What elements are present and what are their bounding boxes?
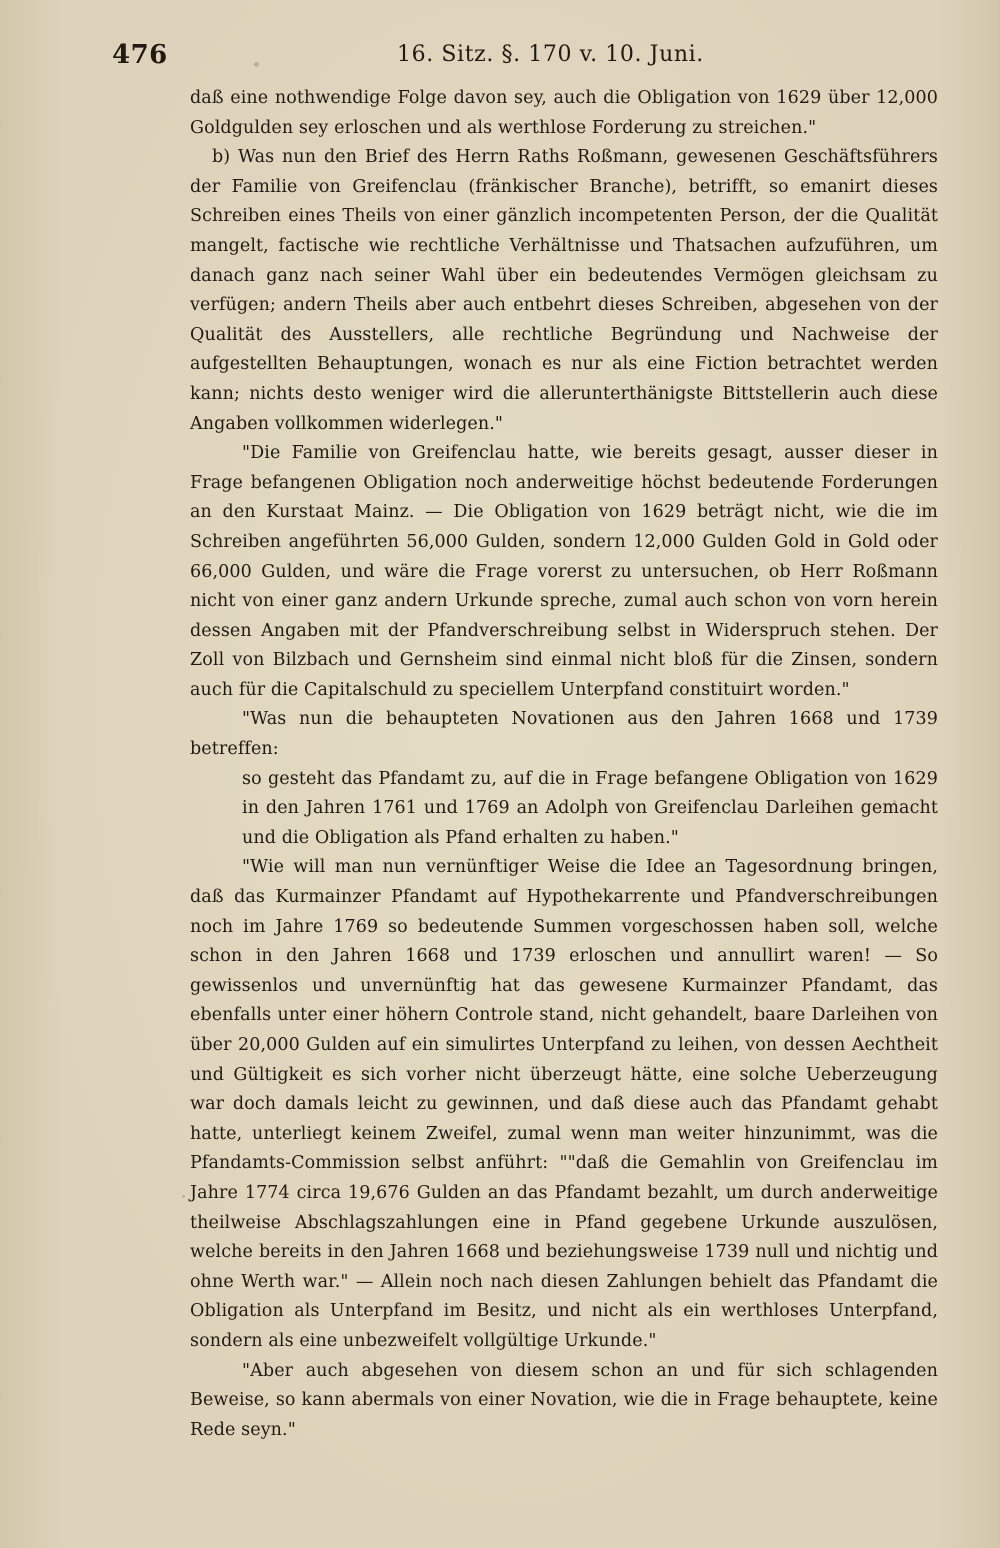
paragraph-6: "Wie will man nun vernünftiger Weise die Idee an Tagesordnung bringen, daß das Kurmainzer Pfandamt auf Hypothekarrente und Pfandverschreibungen noch im Jahre 1769 so bedeutende Summen vorgeschossen haben soll, welche schon in den Jahren 1668 und 1739 erloschen und annullirt waren! — So gewissenlos und unvernünftig hat das gewesene Kurmainzer Pfandamt, das ebenfalls unter einer höhern Controle stand, nicht gehandelt, baare Darleihen von über 20,000 Gulden auf ein simulirtes Unterpfand zu leihen, von dessen Aechtheit und Gültigkeit es sich vorher nicht überzeugt hätte, eine solche Ueberzeugung war doch damals leicht zu gewinnen, und daß diese auch das Pfandamt gehabt hatte, unterliegt keinem Zweifel, zumal wenn man weiter hinzunimmt, was die Pfandamts-Commission selbst anführt: ""daß die Gemahlin von Greifenclau im Jahre 1774 circa 19,676 Gulden an das Pfandamt bezahlt, um durch anderweitige theilweise Abschlagszahlungen eine in Pfand gegebene Urkunde auszulösen, welche bereits in den Jahren 1668 und beziehungsweise 1739 null und nichtig und ohne Werth war." — Allein noch nach diesen Zahlungen behielt das Pfandamt die Obligation als Unterpfand im Besitz, und nicht als ein werthloses Unterpfand, sondern als eine unbezweifelt vollgültige Urkunde." (190, 857, 938, 1351)
paper-speck (182, 1195, 185, 1198)
paragraph-3: "Die Familie von Greifenclau hatte, wie bereits gesagt, ausser dieser in Frage befangenen Obligation noch anderweitige höchst bedeutende Forderungen an den Kurstaat Mainz. — Die Obligation von 1629 beträgt nicht, wie die im Schreiben angeführten 56,000 Gulden, sondern 12,000 Gulden Gold in Gold oder 66,000 Gulden, und wäre die Frage vorerst zu untersuchen, ob Herr Roßmann nicht von einer ganz andern Urkunde spreche, zumal auch schon von vorn herein dessen Angaben mit der Pfandverschreibung selbst in Widerspruch stehen. Der Zoll von Bilzbach und Gernsheim sind einmal nicht bloß für die Zinsen, sondern auch für die Capitalschuld zu speciellem Unterpfand constituirt worden." (190, 443, 938, 700)
paper-speck (254, 62, 259, 67)
paragraph-4: "Was nun die behaupteten Novationen aus den Jahren 1668 und 1739 betreffen: (190, 709, 938, 760)
paper-speck (893, 800, 896, 803)
page-header (112, 40, 942, 80)
page-number: 476 (112, 40, 168, 70)
paragraph-2: b) Was nun den Brief des Herrn Raths Roßmann, gewesenen Geschäftsführers der Familie von Greifenclau (fränkischer Branche), betrifft, so emanirt dieses Schreiben eines Theils von einer gänzlich incompetenten Person, der die Qualität mangelt, factische wie rechtliche Verhältnisse und Thatsachen aufzuführen, um danach ganz nach seiner Wahl über ein bedeutendes Vermögen gleichsam zu verfügen; andern Theils aber auch entbehrt dieses Schreiben, abgesehen von der Qualität des Ausstellers, alle rechtliche Begründung und Nachweise der aufgestellten Behauptungen, wonach es nur als eine Fiction betrachtet werden kann; nichts desto weniger wird die allerunterthänigste Bittstellerin auch diese Angaben vollkommen widerlegen." (190, 147, 938, 434)
running-head: 16. Sitz. §. 170 v. 10. Juni. (397, 42, 704, 67)
paragraph-1: daß eine nothwendige Folge davon sey, auch die Obligation von 1629 über 12,000 Goldgulden sey erloschen und als werthlose Forderung zu streichen." (190, 88, 938, 138)
paragraph-7: "Aber auch abgesehen von diesem schon an und für sich schlagenden Beweise, so kann abermals von einer Novation, wie die in Frage behauptete, keine Rede seyn." (190, 1360, 938, 1440)
body-text (190, 84, 938, 1445)
paragraph-5: so gesteht das Pfandamt zu, auf die in Frage befangene Obligation von 1629 in den Jahren 1761 und 1769 an Adolph von Greifenclau Darleihen gemacht und die Obligation als Pfand erhalten zu haben." (242, 768, 938, 848)
